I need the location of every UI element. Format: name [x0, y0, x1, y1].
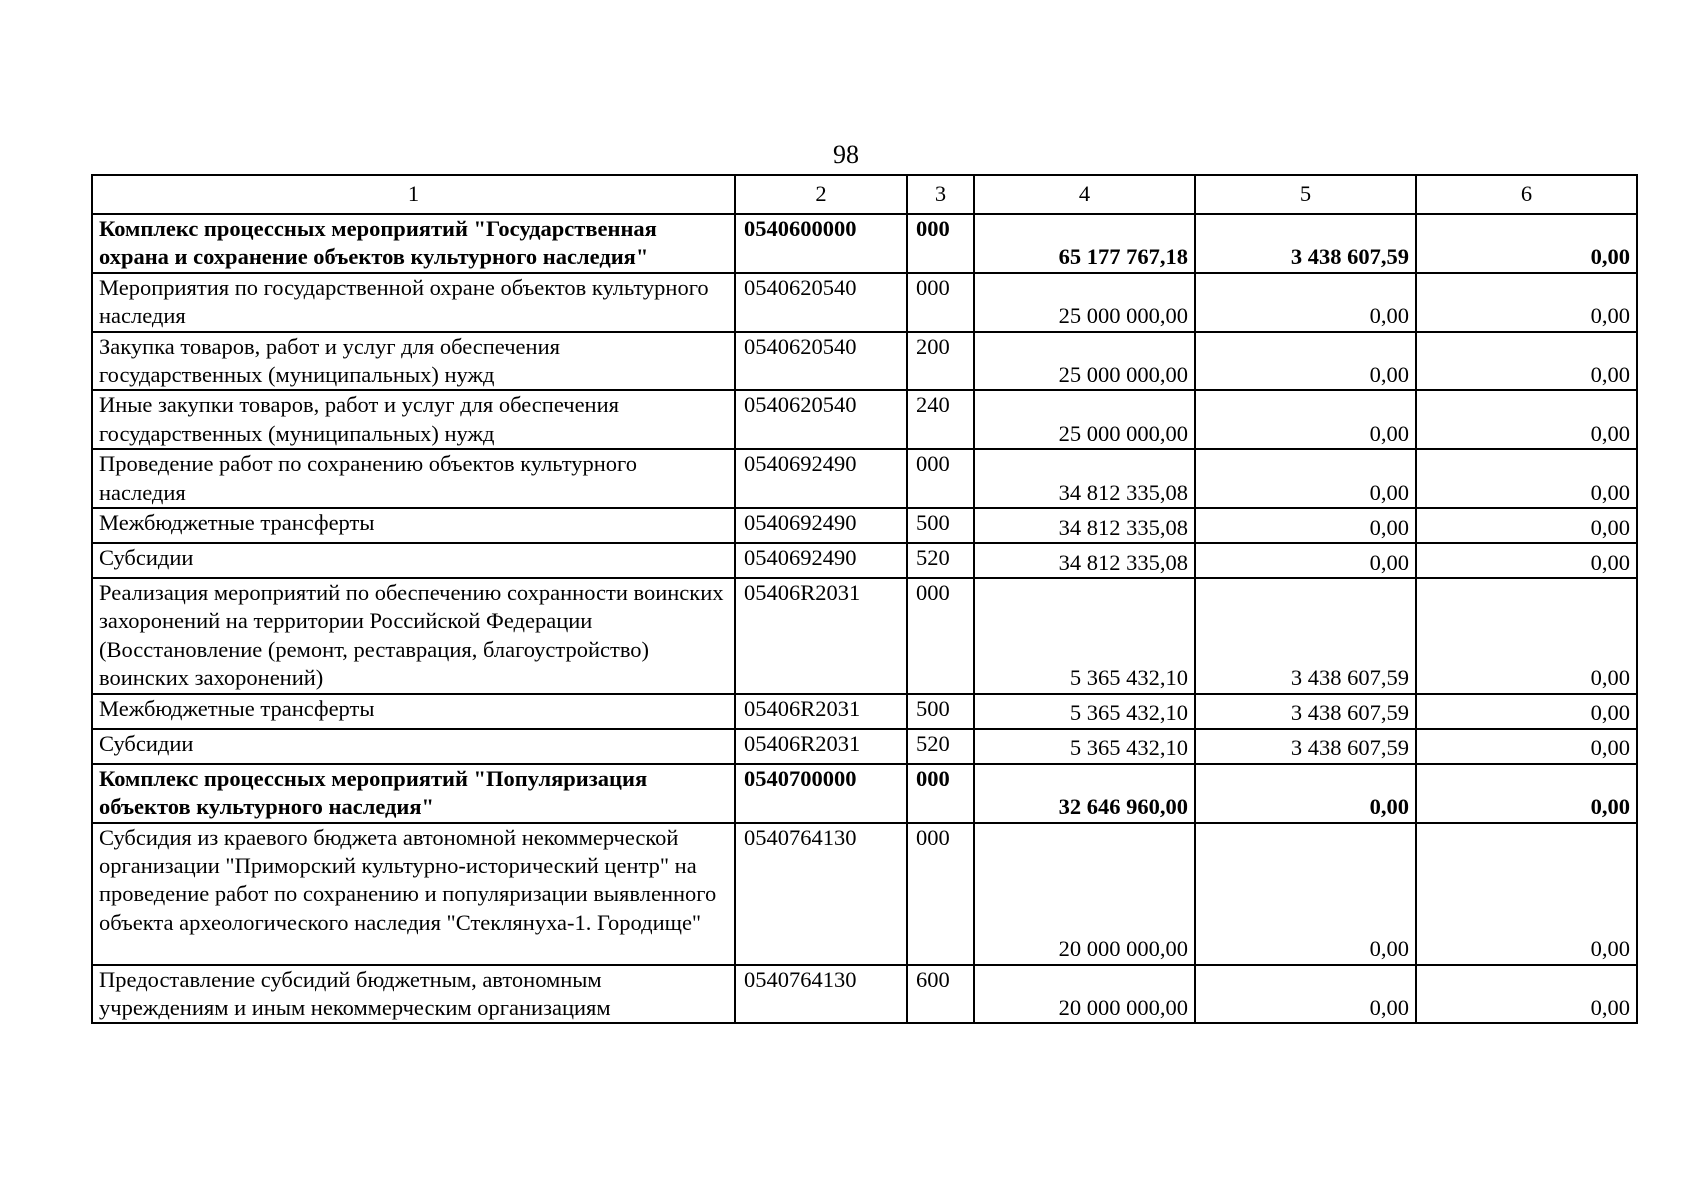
row-value-5: 3 438 607,59	[1195, 694, 1416, 729]
row-name: Межбюджетные трансферты	[92, 508, 735, 543]
row-name: Закупка товаров, работ и услуг для обеспечения государственных (муниципальных) нужд	[92, 332, 735, 391]
row-value-5: 0,00	[1195, 823, 1416, 965]
row-value-5: 3 438 607,59	[1195, 214, 1416, 273]
row-code: 0540600000	[735, 214, 907, 273]
table-row	[92, 543, 1637, 578]
row-expense-type: 000	[907, 449, 974, 508]
row-code: 0540700000	[735, 764, 907, 823]
row-value-6: 0,00	[1416, 729, 1637, 764]
column-header: 6	[1416, 175, 1637, 214]
row-value-5: 0,00	[1195, 273, 1416, 332]
row-expense-type: 500	[907, 508, 974, 543]
row-value-6: 0,00	[1416, 273, 1637, 332]
row-code: 05406R2031	[735, 729, 907, 764]
row-value-5: 0,00	[1195, 332, 1416, 391]
budget-table	[91, 174, 1638, 1024]
row-value-4: 20 000 000,00	[974, 823, 1195, 965]
row-code: 0540692490	[735, 543, 907, 578]
row-value-5: 0,00	[1195, 764, 1416, 823]
table-row	[92, 764, 1637, 823]
column-header: 2	[735, 175, 907, 214]
row-value-6: 0,00	[1416, 578, 1637, 694]
row-value-5: 3 438 607,59	[1195, 578, 1416, 694]
table-row	[92, 508, 1637, 543]
row-expense-type: 500	[907, 694, 974, 729]
row-value-6: 0,00	[1416, 694, 1637, 729]
column-header: 5	[1195, 175, 1416, 214]
row-value-4: 34 812 335,08	[974, 508, 1195, 543]
row-value-6: 0,00	[1416, 214, 1637, 273]
table-row	[92, 729, 1637, 764]
table-row	[92, 823, 1637, 965]
row-code: 0540692490	[735, 449, 907, 508]
row-name: Предоставление субсидий бюджетным, автономным учреждениям и иным некоммерческим организациям	[92, 965, 735, 1024]
row-expense-type: 000	[907, 273, 974, 332]
row-value-4: 5 365 432,10	[974, 729, 1195, 764]
row-expense-type: 000	[907, 578, 974, 694]
row-value-5: 3 438 607,59	[1195, 729, 1416, 764]
row-expense-type: 600	[907, 965, 974, 1024]
page-number: 98	[833, 140, 859, 169]
table-row	[92, 332, 1637, 391]
row-name: Иные закупки товаров, работ и услуг для обеспечения государственных (муниципальных) нужд	[92, 390, 735, 449]
row-value-6: 0,00	[1416, 449, 1637, 508]
row-name: Мероприятия по государственной охране объектов культурного наследия	[92, 273, 735, 332]
row-code: 0540764130	[735, 965, 907, 1024]
row-expense-type: 000	[907, 823, 974, 965]
table-row	[92, 390, 1637, 449]
row-name: Комплекс процессных мероприятий "Популяризация объектов культурного наследия"	[92, 764, 735, 823]
row-code: 0540620540	[735, 390, 907, 449]
row-expense-type: 200	[907, 332, 974, 391]
table-row	[92, 965, 1637, 1024]
row-value-5: 0,00	[1195, 390, 1416, 449]
row-name: Комплекс процессных мероприятий "Государственная охрана и сохранение объектов культурного наследия"	[92, 214, 735, 273]
table-row	[92, 694, 1637, 729]
row-value-4: 5 365 432,10	[974, 694, 1195, 729]
row-name: Реализация мероприятий по обеспечению сохранности воинских захоронений на территории Российской Федерации (Восстановление (ремонт, реставрация, благоустройство) воинских захоронений)	[92, 578, 735, 694]
row-code: 0540620540	[735, 273, 907, 332]
column-header: 3	[907, 175, 974, 214]
row-expense-type: 520	[907, 729, 974, 764]
row-expense-type: 240	[907, 390, 974, 449]
row-value-4: 34 812 335,08	[974, 449, 1195, 508]
row-value-5: 0,00	[1195, 543, 1416, 578]
row-name: Субсидии	[92, 543, 735, 578]
row-value-6: 0,00	[1416, 508, 1637, 543]
table-row	[92, 273, 1637, 332]
row-value-6: 0,00	[1416, 332, 1637, 391]
row-name: Субсидии	[92, 729, 735, 764]
row-code: 0540620540	[735, 332, 907, 391]
row-expense-type: 520	[907, 543, 974, 578]
row-value-5: 0,00	[1195, 449, 1416, 508]
row-code: 05406R2031	[735, 578, 907, 694]
table-header-row	[92, 175, 1637, 214]
row-value-6: 0,00	[1416, 764, 1637, 823]
row-value-4: 20 000 000,00	[974, 965, 1195, 1024]
row-expense-type: 000	[907, 764, 974, 823]
row-name: Субсидия из краевого бюджета автономной некоммерческой организации "Приморский культурно-исторический центр" на проведение работ по сохранению и популяризации выявленного объекта археологического наследия "Стеклянуха-1. Городище"	[92, 823, 735, 965]
row-value-4: 25 000 000,00	[974, 390, 1195, 449]
row-value-4: 5 365 432,10	[974, 578, 1195, 694]
row-value-4: 25 000 000,00	[974, 332, 1195, 391]
row-value-6: 0,00	[1416, 823, 1637, 965]
row-value-5: 0,00	[1195, 508, 1416, 543]
table-row	[92, 578, 1637, 694]
row-value-6: 0,00	[1416, 543, 1637, 578]
row-name: Межбюджетные трансферты	[92, 694, 735, 729]
row-value-6: 0,00	[1416, 390, 1637, 449]
row-code: 0540764130	[735, 823, 907, 965]
table-row	[92, 214, 1637, 273]
row-value-4: 25 000 000,00	[974, 273, 1195, 332]
row-value-4: 34 812 335,08	[974, 543, 1195, 578]
column-header: 4	[974, 175, 1195, 214]
row-name: Проведение работ по сохранению объектов культурного наследия	[92, 449, 735, 508]
table-row	[92, 449, 1637, 508]
row-value-6: 0,00	[1416, 965, 1637, 1024]
column-header: 1	[92, 175, 735, 214]
row-expense-type: 000	[907, 214, 974, 273]
row-value-4: 65 177 767,18	[974, 214, 1195, 273]
row-code: 0540692490	[735, 508, 907, 543]
row-code: 05406R2031	[735, 694, 907, 729]
row-value-4: 32 646 960,00	[974, 764, 1195, 823]
row-value-5: 0,00	[1195, 965, 1416, 1024]
